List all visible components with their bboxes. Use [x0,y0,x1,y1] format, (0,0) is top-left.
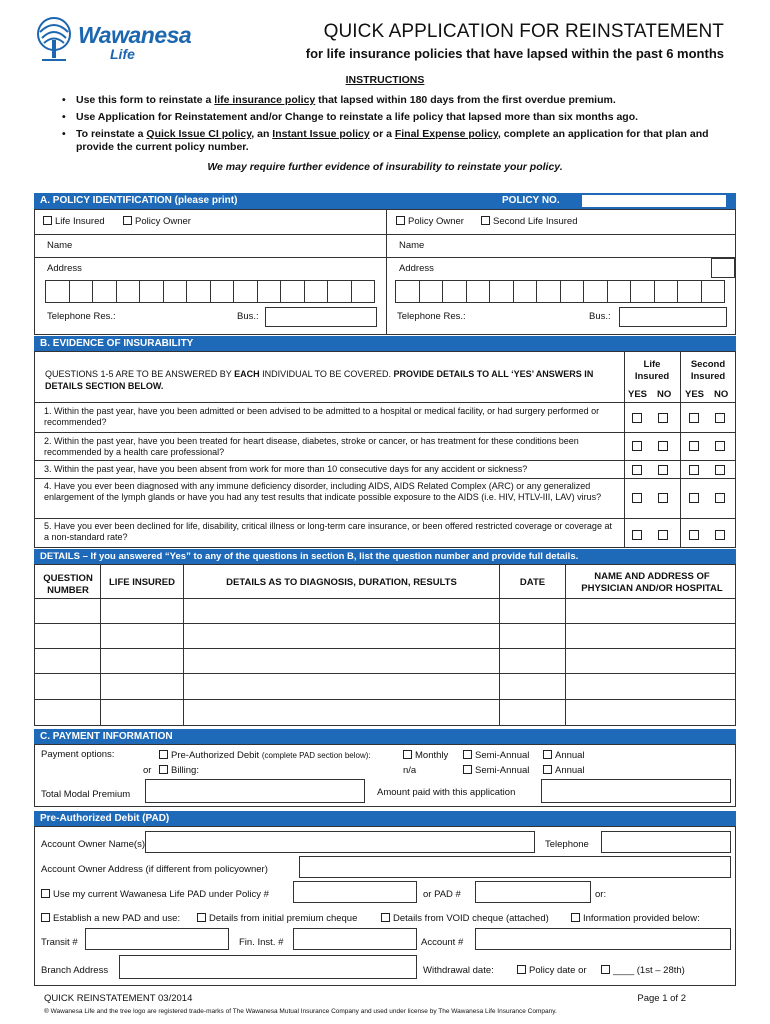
account-label: Account # [421,937,464,948]
section-a-body [34,209,736,335]
telephone-res-label: Telephone Res.: [397,311,466,322]
logo-subword: Life [110,46,135,62]
q1-second-yes-checkbox[interactable] [689,413,699,423]
q4-second-yes-checkbox[interactable] [689,493,699,503]
q2-life-no-checkbox[interactable] [658,441,668,451]
policy-owner-option-left[interactable]: Policy Owner [123,216,191,227]
checkbox[interactable] [543,765,552,774]
q2-second-no-checkbox[interactable] [715,441,725,451]
q1-life-no-checkbox[interactable] [658,413,668,423]
page-number: Page 1 of 2 [637,993,686,1004]
details-header: DETAILS – If you answered “Yes” to any of the questions in section B, list the question number and provide full details. [34,549,736,564]
billing-option[interactable]: Billing: [159,765,199,776]
bus-phone-field-right[interactable] [619,307,727,327]
checkbox[interactable] [571,913,580,922]
form-id: QUICK REINSTATEMENT 03/2014 [44,993,193,1004]
section-b-header: B. EVIDENCE OF INSURABILITY [34,336,736,351]
use-current-pad-option[interactable]: Use my current Wawanesa Life PAD under Policy # [41,889,269,900]
checkbox[interactable] [159,750,168,759]
no-label: NO [657,389,672,400]
question-4: 4. Have you ever been diagnosed with any immune deficiency disorder, including AIDS, AIDS Related Complex (ARC) or any generalized enlargement of the lymph glands or have you had any test results that indicate possible exposure to the AIDS (i.e. HIV, HTLV-III, LAV) virus? [44,481,602,502]
q1-life-yes-checkbox[interactable] [632,413,642,423]
withdrawal-date-label: Withdrawal date: [423,965,494,976]
question-5: 5. Have you ever been declined for life, disability, critical illness or long-term care insurance, or been offered restricted coverage or coverage at a non-standard rate? [44,521,612,542]
semi-annual-option[interactable]: Semi-Annual [463,750,529,761]
name-label: Name [399,240,425,251]
logo-wordmark: Wawanesa [78,22,192,48]
date-column: DATE [519,577,546,588]
fin-inst-field[interactable] [293,928,417,950]
bus-phone-field-left[interactable] [265,307,377,327]
second-life-insured-option[interactable]: Second Life Insured [481,216,578,227]
checkbox[interactable] [601,965,610,974]
checkbox[interactable] [41,889,50,898]
monthly-option[interactable]: Monthly [403,750,448,761]
question-1: 1. Within the past year, have you been admitted or been advised to be admitted to a hospital or medical facility, or had surgery performed or recommended? [44,406,600,427]
pad-header: Pre-Authorized Debit (PAD) [34,811,736,826]
instruction-item: • To reinstate a Quick Issue CI policy, an Instant Issue policy or a Final Expense policy, complete an application for that plan and provide the current policy number. [62,128,732,154]
account-owner-label: Account Owner Name(s) [41,839,146,850]
checkbox[interactable] [381,913,390,922]
q3-life-yes-checkbox[interactable] [632,465,642,475]
question-3: 3. Within the past year, have you been absent from work for more than 10 consecutive days for any accident or sickness? [44,464,528,474]
amount-paid-label: Amount paid with this application [377,787,516,798]
section-c-body [34,744,736,807]
or-label: or [143,765,152,776]
policy-owner-option-right[interactable]: Policy Owner [396,216,464,227]
no-label: NO [714,389,729,400]
telephone-label: Telephone [545,839,589,850]
tree-logo-icon [30,16,78,64]
yes-label: YES [628,389,648,400]
checkbox[interactable] [543,750,552,759]
question-number-column: QUESTION NUMBER [43,573,93,596]
physician-column: NAME AND ADDRESS OF PHYSICIAN AND/OR HOSPITAL [581,571,723,594]
pad-body [34,826,736,986]
second-insured-column: Second Insured [690,359,726,382]
checkbox[interactable] [197,913,206,922]
address-extra-field[interactable] [711,258,735,278]
q4-second-no-checkbox[interactable] [715,493,725,503]
checkbox[interactable] [396,216,405,225]
checkbox[interactable] [517,965,526,974]
q2-second-yes-checkbox[interactable] [689,441,699,451]
address-label: Address [47,263,82,274]
address-field-right[interactable] [395,280,725,303]
life-insured-option[interactable]: Life Insured [43,216,105,227]
branch-address-field[interactable] [119,955,417,979]
diagnosis-column: DETAILS AS TO DIAGNOSIS, DURATION, RESULTS [226,577,457,588]
q5-life-yes-checkbox[interactable] [632,530,642,540]
bus-label: Bus.: [237,311,259,322]
establish-new-pad-option[interactable]: Establish a new PAD and use: [41,913,180,924]
q1-second-no-checkbox[interactable] [715,413,725,423]
checkbox[interactable] [43,216,52,225]
instruction-item: • Use this form to reinstate a life insurance policy that lapsed within 180 days from the first overdue premium. [62,94,732,107]
branch-address-label: Branch Address [41,965,109,976]
life-insurance-policy-link: life insurance policy [214,94,316,106]
annual-billing-option[interactable]: Annual [543,765,585,776]
address-label: Address [399,263,434,274]
instructions-list [62,94,732,158]
policy-date-option[interactable]: Policy date or [517,965,587,976]
or-pad-label: or PAD # [423,889,461,900]
question-2: 2. Within the past year, have you been treated for heart disease, diabetes, stroke or cancer, or has treatment for these conditions been recommended by a health care professional? [44,436,579,457]
life-insured-column: LIFE INSURED [109,577,175,588]
total-modal-premium-field[interactable] [145,779,365,803]
or-label: or: [595,889,607,900]
payment-options-label: Payment options: [41,749,115,760]
amount-paid-field[interactable] [541,779,731,803]
total-modal-premium-label: Total Modal Premium [41,789,131,800]
instruction-item: • Use Application for Reinstatement and/or Change to reinstate a life policy that lapsed more than six months ago. [62,111,732,124]
bus-label: Bus.: [589,311,611,322]
void-cheque-option[interactable]: Details from VOID cheque (attached) [381,913,549,924]
section-a-header [34,193,736,209]
telephone-res-label: Telephone Res.: [47,311,116,322]
section-c-header: C. PAYMENT INFORMATION [34,729,736,744]
custom-date-option[interactable]: ____ (1st – 28th) [601,965,685,976]
info-below-option[interactable]: Information provided below: [571,913,700,924]
address-field-left[interactable] [45,280,375,303]
q3-second-no-checkbox[interactable] [715,465,725,475]
q4-life-yes-checkbox[interactable] [632,493,642,503]
q5-second-yes-checkbox[interactable] [689,530,699,540]
q3-second-yes-checkbox[interactable] [689,465,699,475]
wawanesa-life-logo [30,16,190,66]
legal-text: ® Wawanesa Life and the tree logo are registered trade-marks of The Wawanesa Mutual Insurance Company and used under license by The Wawanesa Life Insurance Company. [44,1008,557,1015]
na-label: n/a [403,765,417,776]
transit-label: Transit # [41,937,78,948]
pad-option[interactable]: Pre-Authorized Debit (complete PAD section below): [159,750,371,761]
checkbox[interactable] [403,750,412,759]
q2-life-yes-checkbox[interactable] [632,441,642,451]
section-b-intro: QUESTIONS 1-5 ARE TO BE ANSWERED BY EACH INDIVIDUAL TO BE COVERED. PROVIDE DETAILS TO ALL ‘YES’ ANSWERS IN DETAILS SECTION BELOW. [45,369,594,391]
insurability-note: We may require further evidence of insurability to reinstate your policy. [207,161,563,173]
q4-life-no-checkbox[interactable] [658,493,668,503]
policy-no-label: POLICY NO. [502,195,560,206]
yes-label: YES [685,389,705,400]
checkbox[interactable] [123,216,132,225]
owner-address-field[interactable] [299,856,731,878]
policy-number-field[interactable] [582,195,726,207]
owner-address-label: Account Owner Address (if different from policyowner) [41,864,268,875]
form-subtitle: for life insurance policies that have lapsed within the past 6 months [305,46,724,61]
q3-life-no-checkbox[interactable] [658,465,668,475]
life-insured-column: Life Insured [634,359,670,382]
checkbox[interactable] [159,765,168,774]
checkbox[interactable] [463,765,472,774]
initial-cheque-option[interactable]: Details from initial premium cheque [197,913,357,924]
pad-number-field[interactable] [475,881,591,903]
checkbox[interactable] [41,913,50,922]
q5-life-no-checkbox[interactable] [658,530,668,540]
account-number-field[interactable] [475,928,731,950]
section-a-title: A. POLICY IDENTIFICATION (please print) [40,195,238,206]
current-policy-field[interactable] [293,881,417,903]
form-title: QUICK APPLICATION FOR REINSTATEMENT [323,21,724,42]
checkbox[interactable] [481,216,490,225]
telephone-field[interactable] [601,831,731,853]
account-owner-field[interactable] [145,831,535,853]
instructions-heading: INSTRUCTIONS [345,74,425,86]
checkbox[interactable] [463,750,472,759]
semi-annual-billing-option[interactable]: Semi-Annual [463,765,529,776]
transit-field[interactable] [85,928,229,950]
name-label: Name [47,240,73,251]
annual-option[interactable]: Annual [543,750,585,761]
details-table [34,564,736,726]
q5-second-no-checkbox[interactable] [715,530,725,540]
fin-inst-label: Fin. Inst. # [239,937,284,948]
